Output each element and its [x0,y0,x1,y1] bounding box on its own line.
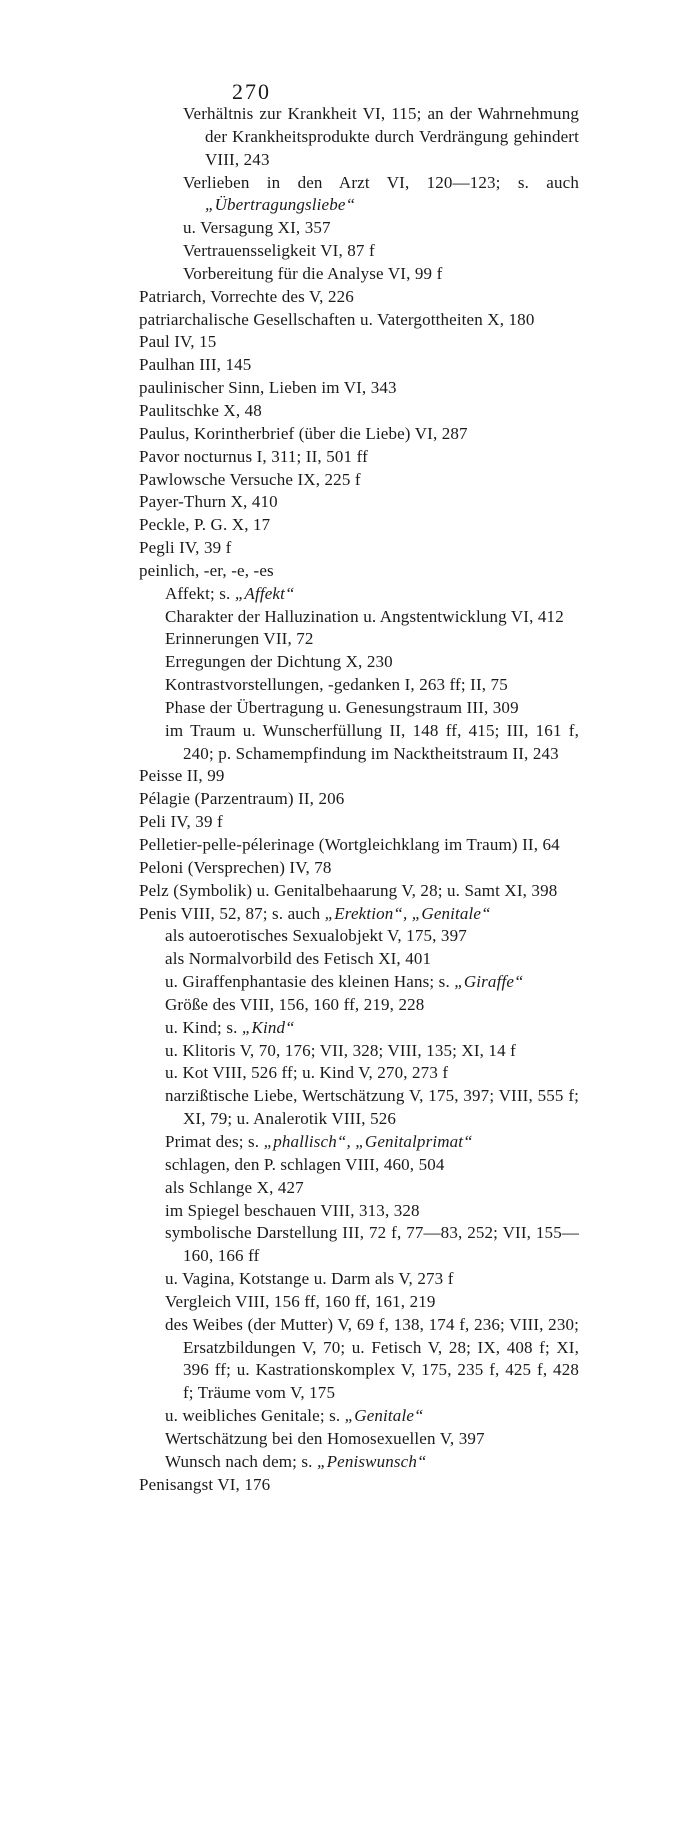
index-subentry [139,948,579,971]
page-number: 270 [232,79,271,104]
index-subentry [139,1428,579,1451]
index-entries [139,103,579,1496]
entry-cross-reference: „Kind“ [241,1017,295,1037]
entry-text: Patriarch, Vorrechte des V, 226 [139,286,354,306]
index-subentry [139,720,579,766]
entry-text: Affekt; s. [165,583,235,603]
index-subentry [139,1062,579,1085]
entry-text: Erinnerungen VII, 72 [165,629,314,649]
index-entry [139,765,579,788]
index-subentry [139,606,579,629]
entry-text: Vertrauensseligkeit VI, 87 f [183,241,375,261]
index-entry [139,514,579,537]
index-entry [139,469,579,492]
index-entry [139,400,579,423]
index-subentry [139,1017,579,1040]
index-subentry [139,1177,579,1200]
entry-text: Paul IV, 15 [139,332,217,352]
index-entry [139,377,579,400]
entry-cross-reference: „Affekt“ [234,583,295,603]
entry-text: als Normalvorbild des Fetisch XI, 401 [165,949,432,969]
entry-text: Verhältnis zur Krankheit VI, 115; an der Wahrnehmung der Krankheitsprodukte durch Verdrängung gehindert VIII, 243 [183,104,579,169]
entry-text: schlagen, den P. schlagen VIII, 460, 504 [165,1154,445,1174]
index-subentry [139,1291,579,1314]
entry-text: im Traum u. Wunscherfüllung II, 148 ff, 415; III, 161 f, 240; p. Schamempfindung im Nacktheitstraum II, 243 [165,720,579,763]
index-subentry [139,1222,579,1268]
entry-text: Payer-Thurn X, 410 [139,492,278,512]
index-entry [139,537,579,560]
entry-text: u. Vagina, Kotstange u. Darm als V, 273 f [165,1269,454,1289]
entry-text: als Schlange X, 427 [165,1177,304,1197]
entry-text: Pavor nocturnus I, 311; II, 501 ff [139,446,368,466]
index-entry [139,834,579,857]
index-subentry [139,925,579,948]
index-subentry [139,651,579,674]
entry-cross-reference: „phallisch“, „Genitalprimat“ [263,1131,473,1151]
entry-text: Größe des VIII, 156, 160 ff, 219, 228 [165,994,425,1014]
index-subentry [139,1200,579,1223]
entry-text: Paulitschke X, 48 [139,400,262,420]
index-subentry [139,1154,579,1177]
entry-text: u. Versagung XI, 357 [183,218,331,238]
index-subentry [139,1405,579,1428]
entry-text: Paulhan III, 145 [139,355,252,375]
entry-text: Penis VIII, 52, 87; s. auch [139,903,325,923]
entry-cross-reference: „Genitale“ [344,1406,424,1426]
index-entry [139,491,579,514]
entry-text: Pelz (Symbolik) u. Genitalbehaarung V, 28; u. Samt XI, 398 [139,880,558,900]
index-entry [139,857,579,880]
entry-text: Phase der Übertragung u. Genesungstraum III, 309 [165,697,519,717]
entry-text: Primat des; s. [165,1131,264,1151]
index-entry [139,880,579,903]
entry-text: Peisse II, 99 [139,766,225,786]
entry-cross-reference: „Erektion“, „Genitale“ [324,903,491,923]
index-subentry [139,240,579,263]
entry-text: Penisangst VI, 176 [139,1474,271,1494]
index-subentry [139,1085,579,1131]
index-subentry [139,1131,579,1154]
entry-text: patriarchalische Gesellschaften u. Vatergottheiten X, 180 [139,309,535,329]
entry-text: u. Klitoris V, 70, 176; VII, 328; VIII, 135; XI, 14 f [165,1040,516,1060]
index-entry [139,423,579,446]
entry-text: Paulus, Korintherbrief (über die Liebe) VI, 287 [139,423,468,443]
entry-text: als autoerotisches Sexualobjekt V, 175, 397 [165,926,467,946]
entry-text: Wertschätzung bei den Homosexuellen V, 397 [165,1428,485,1448]
index-entry [139,354,579,377]
index-subentry [139,1040,579,1063]
index-entry [139,560,579,583]
entry-cross-reference: „Giraffe“ [454,972,524,992]
entry-text: Peloni (Versprechen) IV, 78 [139,857,332,877]
entry-text: Verlieben in den Arzt VI, 120—123; s. auch [183,172,579,192]
entry-text: u. Giraffenphantasie des kleinen Hans; s. [165,972,455,992]
index-subentry [139,674,579,697]
index-entry [139,309,579,332]
index-subentry [139,103,579,172]
entry-text: Vergleich VIII, 156 ff, 160 ff, 161, 219 [165,1291,436,1311]
entry-cross-reference: „Übertragungsliebe“ [205,195,356,215]
index-subentry [139,217,579,240]
entry-text: Pegli IV, 39 f [139,538,232,558]
entry-text: Erregungen der Dichtung X, 230 [165,652,393,672]
index-subentry [139,583,579,606]
entry-text: des Weibes (der Mutter) V, 69 f, 138, 174 f, 236; VIII, 230; Ersatzbildungen V, 70; u. Fetisch V, 28; IX, 408 f; XI, 396 ff; u. Kastrationskomplex V, 175, 235 f, 425 f, 428 f; Träume vom V, 175 [165,1314,579,1403]
entry-text: Wunsch nach dem; s. [165,1451,317,1471]
index-subentry [139,628,579,651]
entry-text: Peckle, P. G. X, 17 [139,515,271,535]
entry-text: Pelletier-pelle-pélerinage (Wortgleichklang im Traum) II, 64 [139,835,560,854]
index-subentry [139,172,579,218]
index-entry [139,446,579,469]
entry-text: paulinischer Sinn, Lieben im VI, 343 [139,378,397,398]
entry-text: Charakter der Halluzination u. Angstentwicklung VI, 412 [165,606,564,626]
entry-text: u. Kind; s. [165,1017,242,1037]
entry-text: Peli IV, 39 f [139,812,223,832]
index-subentry [139,263,579,286]
entry-text: u. weibliches Genitale; s. [165,1406,345,1426]
entry-cross-reference: „Peniswunsch“ [316,1451,427,1471]
index-entry [139,811,579,834]
index-entry [139,286,579,309]
entry-text: symbolische Darstellung III, 72 f, 77—83, 252; VII, 155—160, 166 ff [165,1223,579,1266]
entry-text: im Spiegel beschauen VIII, 313, 328 [165,1200,420,1220]
index-entry [139,331,579,354]
entry-text: Pawlowsche Versuche IX, 225 f [139,469,361,489]
index-subentry [139,697,579,720]
entry-text: Kontrastvorstellungen, -gedanken I, 263 ff; II, 75 [165,675,508,695]
entry-text: narzißtische Liebe, Wertschätzung V, 175, 397; VIII, 555 f; XI, 79; u. Analerotik VIII, 526 [165,1086,579,1129]
entry-text: peinlich, -er, -e, -es [139,560,274,580]
index-entry [139,1474,579,1497]
entry-text: u. Kot VIII, 526 ff; u. Kind V, 270, 273 f [165,1063,449,1083]
index-entry [139,903,579,926]
index-subentry [139,1268,579,1291]
entry-text: Vorbereitung für die Analyse VI, 99 f [183,263,443,283]
index-subentry [139,971,579,994]
index-subentry [139,1314,579,1405]
index-entry [139,788,579,811]
entry-text: Pélagie (Parzentraum) II, 206 [139,789,345,809]
index-subentry [139,1451,579,1474]
index-subentry [139,994,579,1017]
